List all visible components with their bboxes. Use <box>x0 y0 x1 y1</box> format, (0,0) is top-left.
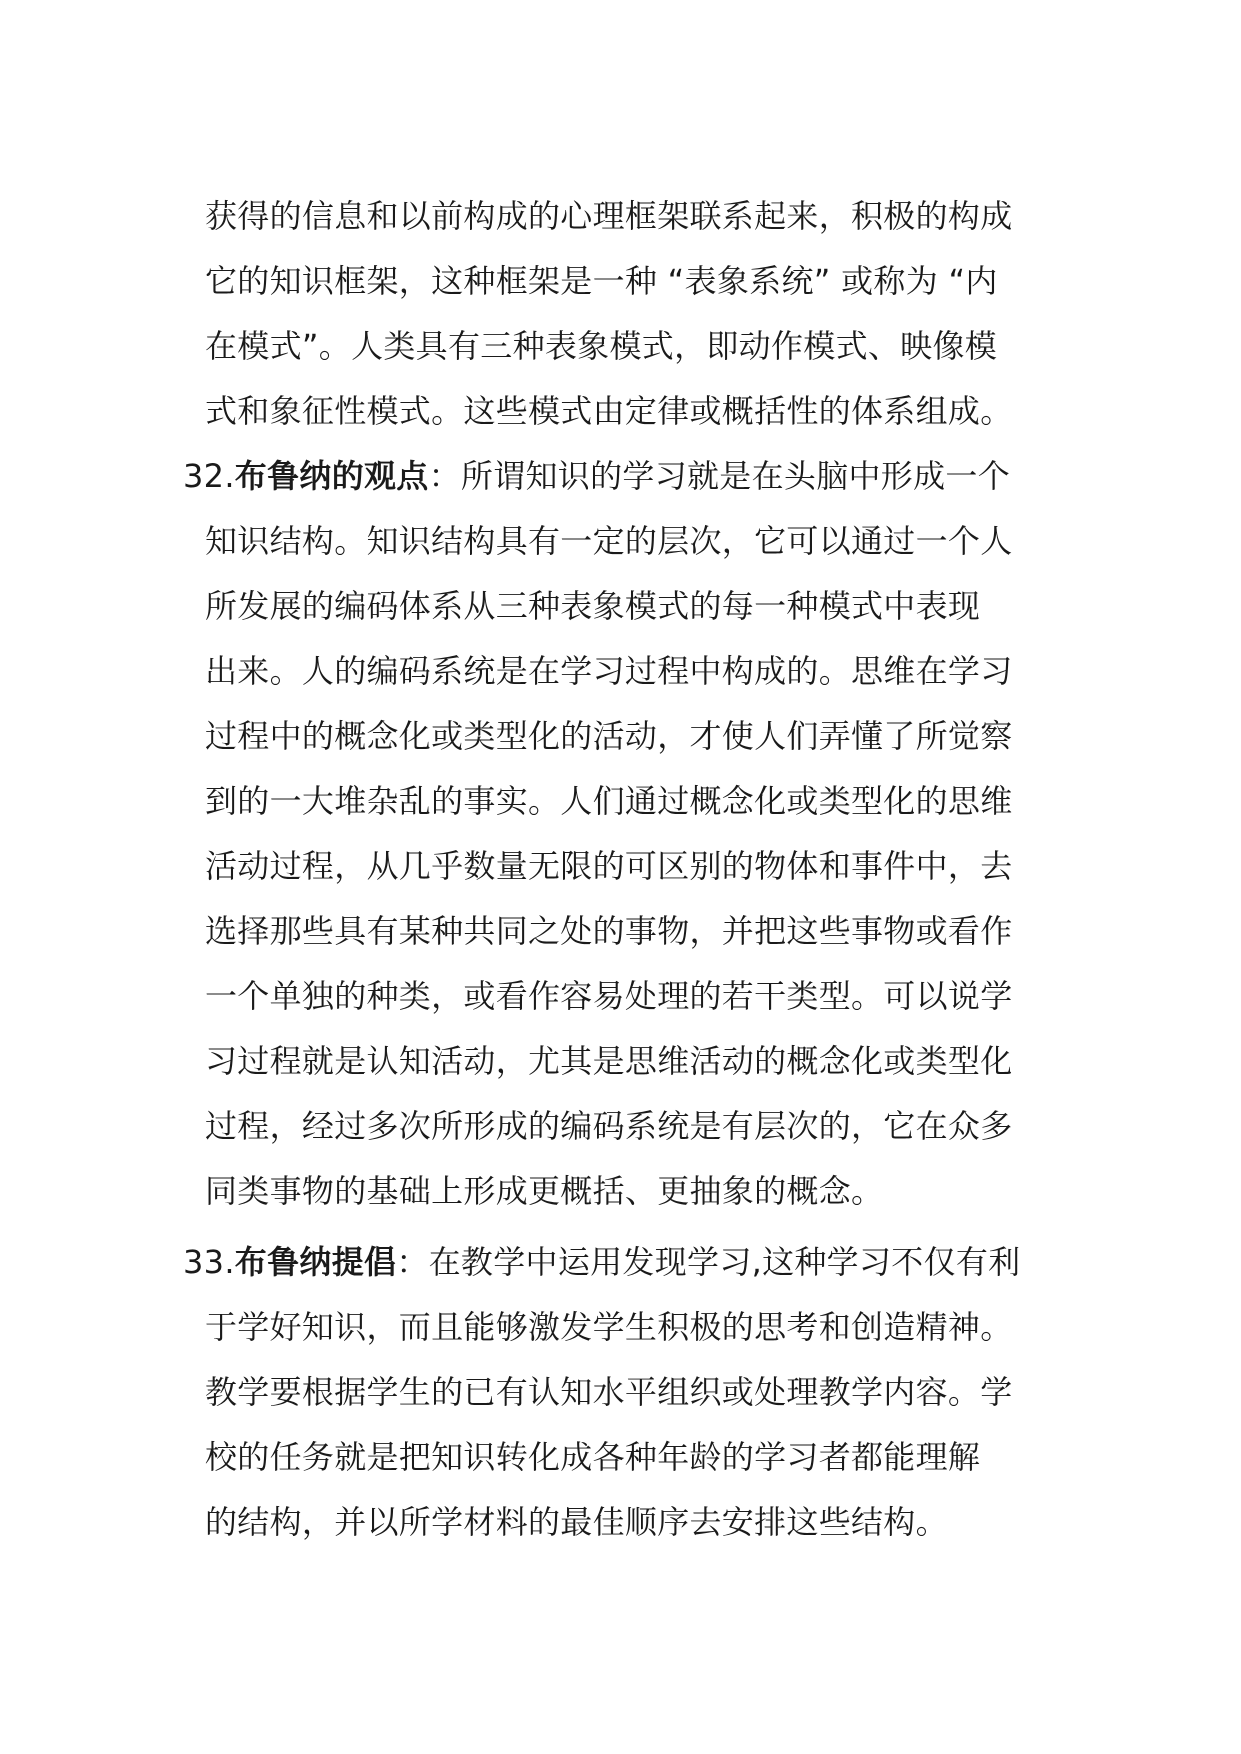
item-32-heading <box>183 457 1010 495</box>
item-33-paragraph <box>183 1230 1045 1555</box>
text-line: 出来。人的编码系统是在学习过程中构成的。思维在学习 <box>205 652 1013 690</box>
item-term: 布鲁纳提倡 <box>234 1243 397 1281</box>
item-number: 32. <box>183 457 235 495</box>
text-line: 式和象征性模式。这些模式由定律或概括性的体系组成。 <box>205 392 1013 430</box>
item-33-first-line <box>183 1230 1045 1295</box>
text-line: 获得的信息和以前构成的心理框架联系起来，积极的构成 <box>205 197 1013 235</box>
text-line: 活动过程，从几乎数量无限的可区别的物体和事件中，去 <box>205 847 1013 885</box>
item-term: 布鲁纳的观点 <box>234 457 429 495</box>
item-first-line-text: ：在教学中运用发现学习,这种学习不仅有利 <box>396 1243 1021 1281</box>
text-line: 习过程就是认知活动，尤其是思维活动的概念化或类型化 <box>205 1042 1013 1080</box>
text-line: 教学要根据学生的已有认知水平组织或处理教学内容。学 <box>205 1373 1013 1411</box>
item-first-line-text: ：所谓知识的学习就是在头脑中形成一个 <box>428 457 1011 495</box>
item-number: 33. <box>183 1243 235 1281</box>
text-line: 它的知识框架，这种框架是一种 “表象系统” 或称为 “内 <box>205 262 998 300</box>
text-line: 过程中的概念化或类型化的活动，才使人们弄懂了所觉察 <box>205 717 1013 755</box>
item-32-first-line <box>183 444 1045 509</box>
text-line: 到的一大堆杂乱的事实。人们通过概念化或类型化的思维 <box>205 782 1013 820</box>
text-line: 校的任务就是把知识转化成各种年龄的学习者都能理解 <box>205 1438 981 1476</box>
text-line: 于学好知识，而且能够激发学生积极的思考和创造精神。 <box>205 1308 1013 1346</box>
intro-paragraph <box>205 184 1045 444</box>
text-line: 一个单独的种类，或看作容易处理的若干类型。可以说学 <box>205 977 1013 1015</box>
text-line: 选择那些具有某种共同之处的事物，并把这些事物或看作 <box>205 912 1013 950</box>
text-line: 的结构，并以所学材料的最佳顺序去安排这些结构。 <box>205 1503 948 1541</box>
text-line: 在模式”。人类具有三种表象模式，即动作模式、映像模 <box>205 327 998 365</box>
item-32-paragraph <box>183 444 1045 1224</box>
text-line: 同类事物的基础上形成更概括、更抽象的概念。 <box>205 1172 884 1210</box>
text-line: 所发展的编码体系从三种表象模式的每一种模式中表现 <box>205 587 981 625</box>
text-line: 知识结构。知识结构具有一定的层次，它可以通过一个人 <box>205 522 1013 560</box>
item-33-heading <box>183 1243 1021 1281</box>
text-line: 过程，经过多次所形成的编码系统是有层次的，它在众多 <box>205 1107 1013 1145</box>
